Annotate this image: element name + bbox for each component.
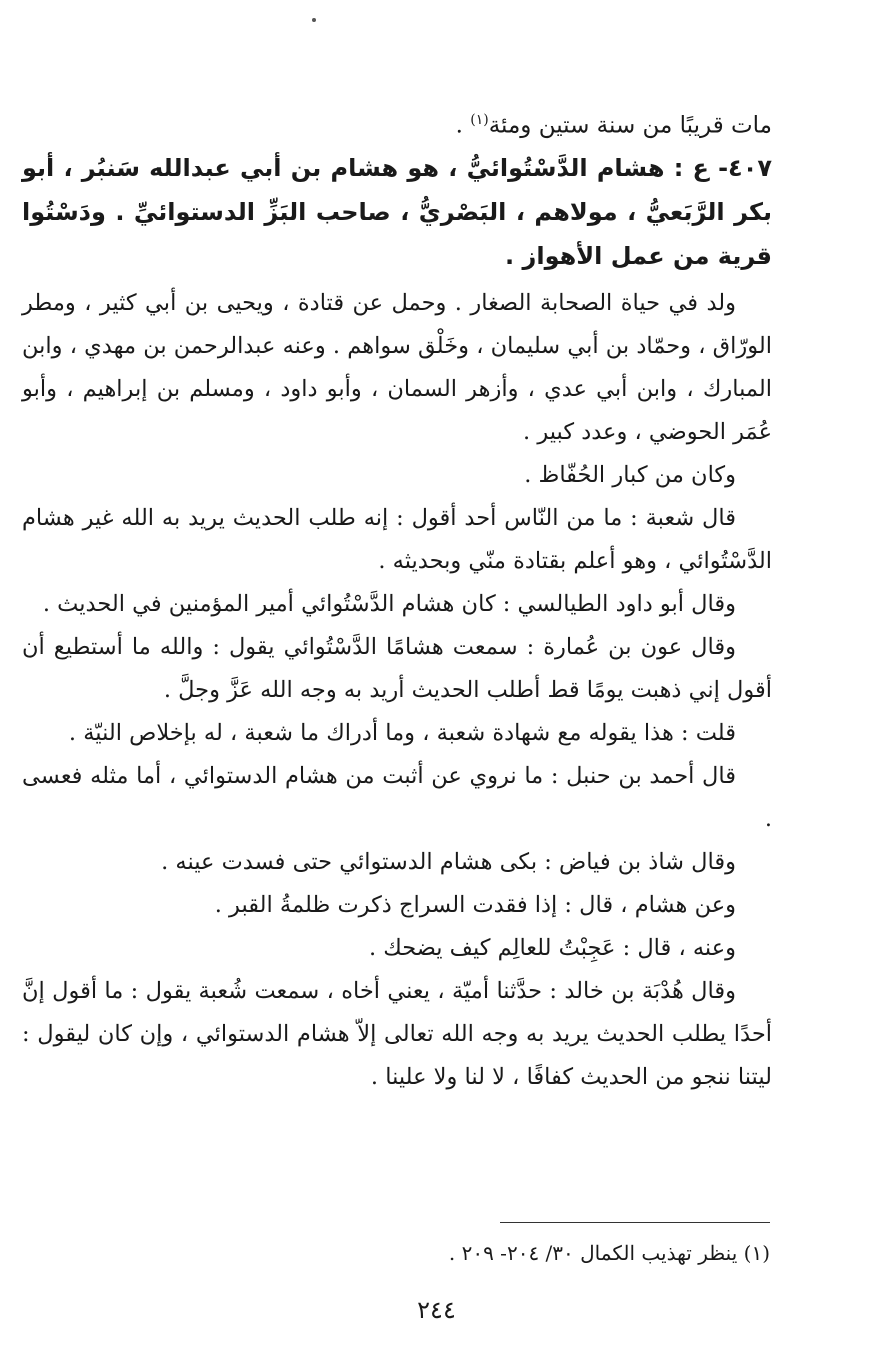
footnote-divider [500, 1222, 770, 1223]
page-number: ٢٤٤ [417, 1296, 456, 1324]
entry-heading: ٤٠٧- ع : هشام الدَّسْتُوائيُّ ، هو هشام بن أبي عبدالله سَنبُر ، أبو بكر الرَّبَعيُّ ، مولاهم ، البَصْريُّ ، صاحب البَزِّ الدستوائيِّ . ودَسْتُوا قرية من عمل الأهواز . [22, 153, 772, 270]
paragraph: وقال عون بن عُمارة : سمعت هشامًا الدَّسْتُوائي يقول : والله ما أستطيع أن أقول إني ذهبت يومًا قط أطلب الحديث أريد به وجه الله عَزَّ وجلَّ . [22, 633, 772, 703]
paragraph: وكان من كبار الحُفّاظ . [524, 461, 736, 488]
intro-end: . [455, 112, 471, 139]
intro-line [22, 100, 772, 146]
footnote: (١) ينظر تهذيب الكمال ٣٠/ ٢٠٤- ٢٠٩ . [448, 1241, 770, 1265]
paragraph: قلت : هذا يقوله مع شهادة شعبة ، وما أدراك ما شعبة ، له بإخلاص النيّة . [68, 719, 736, 746]
footnote-ref: (١) [470, 112, 489, 128]
paragraph: ولد في حياة الصحابة الصغار . وحمل عن قتادة ، ويحيى بن أبي كثير ، ومطر الورّاق ، وحمّاد بن أبي سليمان ، وخَلْق سواهم . وعنه عبدالرحمن بن مهدي ، وابن المبارك ، وابن أبي عدي ، وأزهر السمان ، وأبو داود ، ومسلم بن إبراهيم ، وأبو عُمَر الحوضي ، وعدد كبير . [22, 289, 772, 445]
paragraph: قال أحمد بن حنبل : ما نروي عن أثبت من هشام الدستوائي ، أما مثله فعسى . [22, 762, 772, 832]
top-dot-mark [312, 18, 316, 22]
paragraph: وعن هشام ، قال : إذا فقدت السراج ذكرت ظلمةُ القبر . [214, 891, 736, 918]
paragraph: وعنه ، قال : عَجِبْتُ للعالِم كيف يضحك . [368, 934, 736, 961]
paragraph: وقال شاذ بن فياض : بكى هشام الدستوائي حتى فسدت عينه . [161, 848, 736, 875]
paragraphs [22, 282, 772, 1099]
paragraph: وقال هُدْبَة بن خالد : حدَّثنا أميّة ، يعني أخاه ، سمعت شُعبة يقول : ما أقول إنَّ أحدًا يطلب الحديث يريد به وجه الله تعالى إلاّ هشام الدستوائي ، وإن كان ليقول : ليتنا ننجو من الحديث كفافًا ، لا لنا ولا علينا . [22, 977, 772, 1090]
paragraph: قال شعبة : ما من النّاس أحد أقول : إنه طلب الحديث يريد به الله غير هشام الدَّسْتُوائي ، وهو أعلم بقتادة منّي وبحديثه . [22, 504, 772, 574]
intro-text: مات قريبًا من سنة ستين ومئة [488, 112, 772, 139]
page-body [22, 100, 772, 1099]
paragraph: وقال أبو داود الطيالسي : كان هشام الدَّسْتُوائي أمير المؤمنين في الحديث . [42, 590, 736, 617]
